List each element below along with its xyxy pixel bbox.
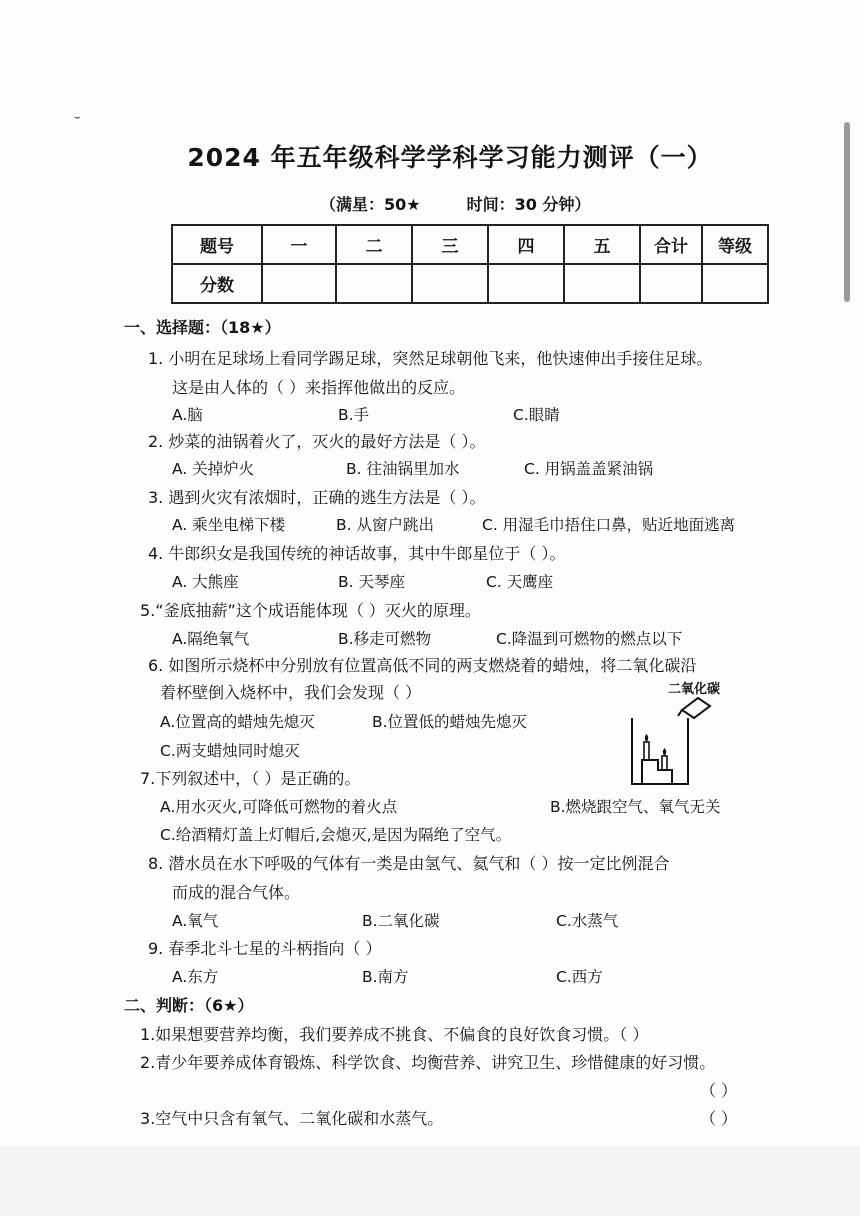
page-bottom-band xyxy=(0,1146,860,1216)
question-9-option-b: B.南方 xyxy=(362,968,409,986)
section-heading-choice: 一、选择题：（18★） xyxy=(124,318,281,337)
table-header-cell: 合计 xyxy=(640,225,702,264)
exam-subtitle xyxy=(320,192,590,215)
question-2-option-b: B. 往油锅里加水 xyxy=(346,460,460,478)
table-header-cell: 四 xyxy=(488,225,564,264)
score-row-label: 分数 xyxy=(172,264,262,303)
score-cell[interactable] xyxy=(488,264,564,303)
question-5-line-1: 5.“釜底抽薪”这个成语能体现（ ）灭火的原理。 xyxy=(140,601,481,620)
question-6-line-2: 着杯壁倒入烧杯中，我们会发现（ ） xyxy=(160,683,422,702)
question-3-option-a: A. 乘坐电梯下楼 xyxy=(172,516,286,534)
question-9-option-a: A.东方 xyxy=(172,968,219,986)
question-8-option-a: A.氧气 xyxy=(172,912,219,930)
question-3-option-c: C. 用湿毛巾捂住口鼻，贴近地面逃离 xyxy=(482,516,736,534)
score-table xyxy=(171,224,769,304)
judgement-item-2: 2.青少年要养成体育锻炼、科学饮食、均衡营养、讲究卫生、珍惜健康的好习惯。 xyxy=(140,1053,716,1072)
question-1-line-1: 1. 小明在足球场上看同学踢足球，突然足球朝他飞来，他快速伸出手接住足球。 xyxy=(148,349,713,368)
question-5-option-c: C.降温到可燃物的燃点以下 xyxy=(496,630,683,648)
question-6-option-c: C.两支蜡烛同时熄灭 xyxy=(160,742,300,760)
question-2-option-c: C. 用锅盖盖紧油锅 xyxy=(524,460,654,478)
question-9-option-c: C.西方 xyxy=(556,968,603,986)
judgement-item-3-paren: （ ） xyxy=(700,1109,738,1128)
score-cell[interactable] xyxy=(412,264,488,303)
question-2-line-1: 2. 炒菜的油锅着火了，灭火的最好方法是（ ）。 xyxy=(148,432,486,451)
beaker-candles-figure xyxy=(622,676,732,788)
question-8-option-b: B.二氧化碳 xyxy=(362,912,440,930)
question-2-option-a: A. 关掉炉火 xyxy=(172,460,255,478)
question-8-line-1: 8. 潜水员在水下呼吸的气体有一类是由氢气、氦气和（ ）按一定比例混合 xyxy=(148,854,670,873)
question-4-line-1: 4. 牛郎织女是我国传统的神话故事，其中牛郎星位于（ ）。 xyxy=(148,544,566,563)
question-1-option-a: A.脑 xyxy=(172,406,203,424)
table-header-cell: 五 xyxy=(564,225,640,264)
question-7-option-c: C.给酒精灯盖上灯帽后,会熄灭,是因为隔绝了空气。 xyxy=(160,826,512,844)
question-9-line-1: 9. 春季北斗七星的斗柄指向（ ） xyxy=(148,939,382,958)
section-heading-judgement: 二、判断：（6★） xyxy=(124,996,254,1015)
question-7-option-b: B.燃烧跟空气、氧气无关 xyxy=(550,798,721,816)
score-cell[interactable] xyxy=(262,264,336,303)
question-4-option-a: A. 大熊座 xyxy=(172,573,239,591)
question-6-option-b: B.位置低的蜡烛先熄灭 xyxy=(372,713,528,731)
judgement-item-2-paren: （ ） xyxy=(700,1081,738,1100)
question-7-line-1: 7.下列叙述中，（ ）是正确的。 xyxy=(140,769,361,788)
question-3-line-1: 3. 遇到火灾有浓烟时，正确的逃生方法是（ ）。 xyxy=(148,488,486,507)
judgement-item-1: 1.如果想要营养均衡，我们要养成不挑食、不偏食的良好饮食习惯。（ ） xyxy=(140,1025,649,1044)
question-4-option-c: C. 天鹰座 xyxy=(486,573,554,591)
table-header-cell: 二 xyxy=(336,225,412,264)
question-1-option-b: B.手 xyxy=(338,406,370,424)
question-6-line-1: 6. 如图所示烧杯中分别放有位置高低不同的两支燃烧着的蜡烛，将二氧化碳沿 xyxy=(148,656,697,675)
table-header-cell: 等级 xyxy=(702,225,768,264)
score-cell[interactable] xyxy=(702,264,768,303)
question-8-line-2: 而成的混合气体。 xyxy=(172,883,301,902)
table-header-cell: 三 xyxy=(412,225,488,264)
exam-title: 2024 年五年级科学学科学习能力测评（一） xyxy=(187,143,713,172)
question-8-option-c: C.水蒸气 xyxy=(556,912,619,930)
score-cell[interactable] xyxy=(336,264,412,303)
question-1-line-2: 这是由人体的（ ）来指挥他做出的反应。 xyxy=(172,378,466,397)
time-text: 时间：30 分钟） xyxy=(466,195,591,214)
table-header-cell: 题号 xyxy=(172,225,262,264)
question-5-option-a: A.隔绝氧气 xyxy=(172,630,250,648)
score-cell[interactable] xyxy=(564,264,640,303)
question-3-option-b: B. 从窗户跳出 xyxy=(336,516,434,534)
co2-figure-label: 二氧化碳 xyxy=(668,682,721,697)
question-7-option-a: A.用水灭火,可降低可燃物的着火点 xyxy=(160,798,398,816)
score-table-score-row xyxy=(172,264,768,303)
question-6-option-a: A.位置高的蜡烛先熄灭 xyxy=(160,713,315,731)
full-score-text: （满星：50★ xyxy=(320,195,421,214)
table-header-cell: 一 xyxy=(262,225,336,264)
score-cell[interactable] xyxy=(640,264,702,303)
corner-mark: ⌣ xyxy=(74,112,81,123)
question-4-option-b: B. 天琴座 xyxy=(338,573,405,591)
question-1-option-c: C.眼睛 xyxy=(513,406,560,424)
judgement-item-3: 3.空气中只含有氧气、二氧化碳和水蒸气。 xyxy=(140,1109,444,1128)
score-table-header-row xyxy=(172,225,768,264)
question-5-option-b: B.移走可燃物 xyxy=(338,630,432,648)
